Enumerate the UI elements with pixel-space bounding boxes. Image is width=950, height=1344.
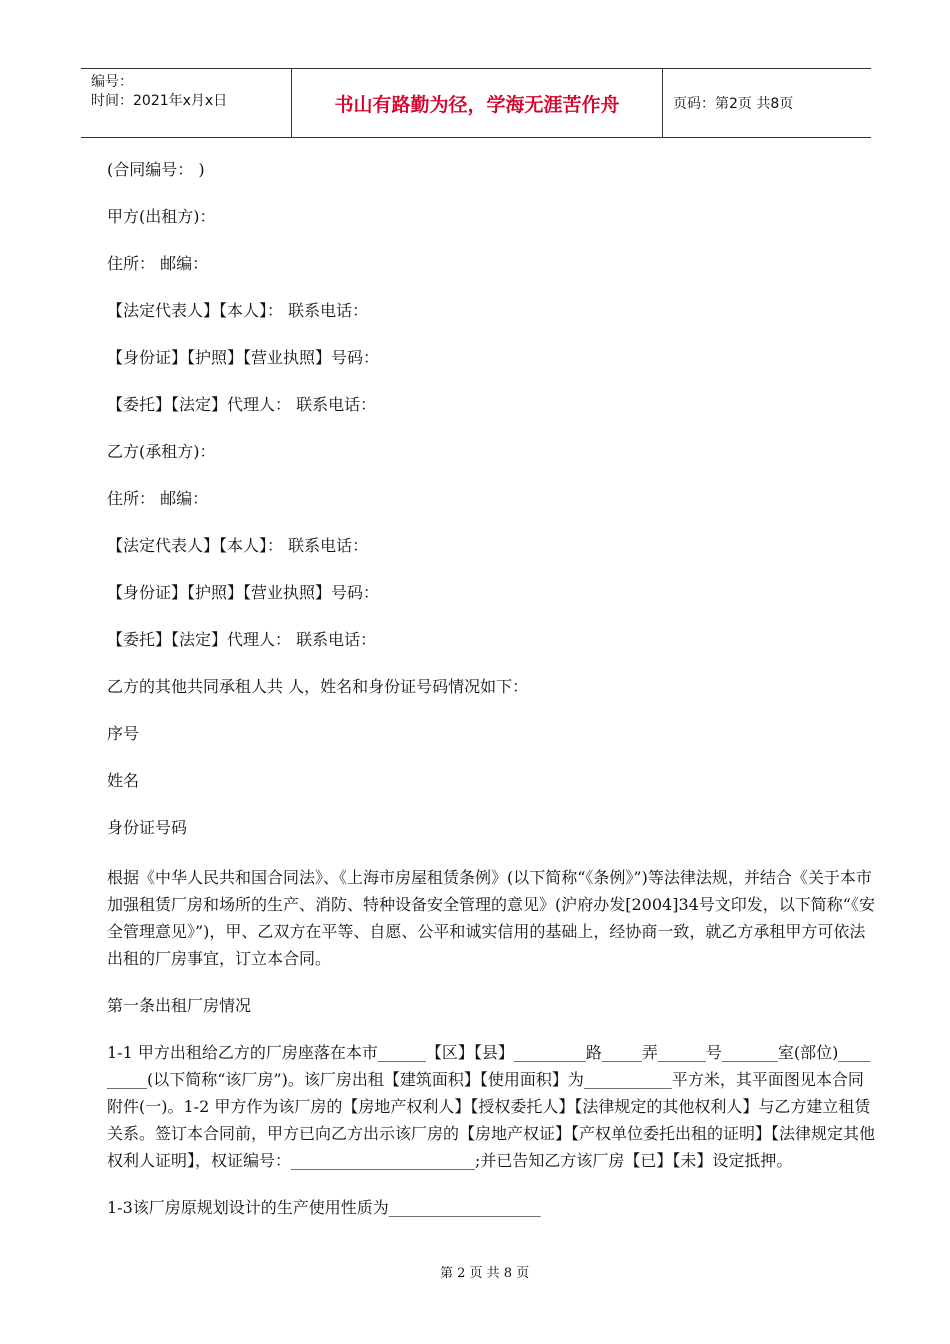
document-number-label: 编号： xyxy=(91,74,133,90)
header-motto: 书山有路勤为径，学海无涯苦作舟 xyxy=(292,69,663,137)
party-a-line: 甲方(出租方)： xyxy=(107,207,216,226)
document-time-label: 时间：2021年x月x日 xyxy=(91,93,228,109)
party-b-agent-line: 【委托】【法定】代理人： 联系电话： xyxy=(107,630,377,649)
contract-number-line: (合同编号： ) xyxy=(107,160,205,179)
document-body xyxy=(107,155,877,1241)
co-tenants-line: 乙方的其他共同承租人共 人，姓名和身份证号码情况如下： xyxy=(107,677,529,696)
party-b-address-line: 住所： 邮编： xyxy=(107,489,209,508)
preamble-paragraph: 根据《中华人民共和国合同法》、《上海市房屋租赁条例》(以下简称“《条例》”)等法律法规，并结合《关于本市加强租赁厂房和场所的生产、消防、特种设备安全管理的意见》(沪府办发[2004]34号文印发，以下简称“《安全管理意见》”)，甲、乙双方在平等、自愿、公平和诚实信用的基础上，经协商一致，就乙方承租甲方可依法出租的厂房事宜，订立本合同。 xyxy=(107,868,875,968)
party-b-line: 乙方(承租方)： xyxy=(107,442,216,461)
party-b-id-line: 【身份证】【护照】【营业执照】号码： xyxy=(107,583,380,602)
name-label: 姓名 xyxy=(107,771,140,790)
article-one-clause-1-3: 1-3该厂房原规划设计的生产使用性质为___________________ xyxy=(107,1198,541,1217)
article-one-heading: 第一条出租厂房情况 xyxy=(107,996,252,1015)
party-a-agent-line: 【委托】【法定】代理人： 联系电话： xyxy=(107,395,377,414)
page-header xyxy=(81,68,871,138)
party-a-id-line: 【身份证】【护照】【营业执照】号码： xyxy=(107,348,380,367)
id-number-label: 身份证号码 xyxy=(107,818,188,837)
serial-number-label: 序号 xyxy=(107,724,140,743)
party-a-representative-line: 【法定代表人】【本人】： 联系电话： xyxy=(107,301,369,320)
party-a-address-line: 住所： 邮编： xyxy=(107,254,209,273)
header-meta xyxy=(81,69,292,137)
header-page-info: 页码：第2页 共8页 xyxy=(673,96,794,112)
party-b-representative-line: 【法定代表人】【本人】： 联系电话： xyxy=(107,536,369,555)
page-footer: 第 2 页 共 8 页 xyxy=(440,1266,530,1281)
article-one-clause-1-1: 1-1 甲方出租给乙方的厂房座落在本市______【区】【县】_________路_____弄______号_______室(部位)_________(以下简称“该厂房”)。该厂房出租【建筑面积】【使用面积】为___________平方米，其平面图见本合同附件(一)。1-2 甲方作为该厂房的【房地产权利人】【授权委托人】【法律规定的其他权利人】与乙方建立租赁关系。签订本合同前，甲方已向乙方出示该厂房的【房地产权证】【产权单位委托出租的证明】【法律规定其他权利人证明】，权证编号：_______________________;并已告知乙方该厂房【已】【未】设定抵押。 xyxy=(107,1043,876,1170)
